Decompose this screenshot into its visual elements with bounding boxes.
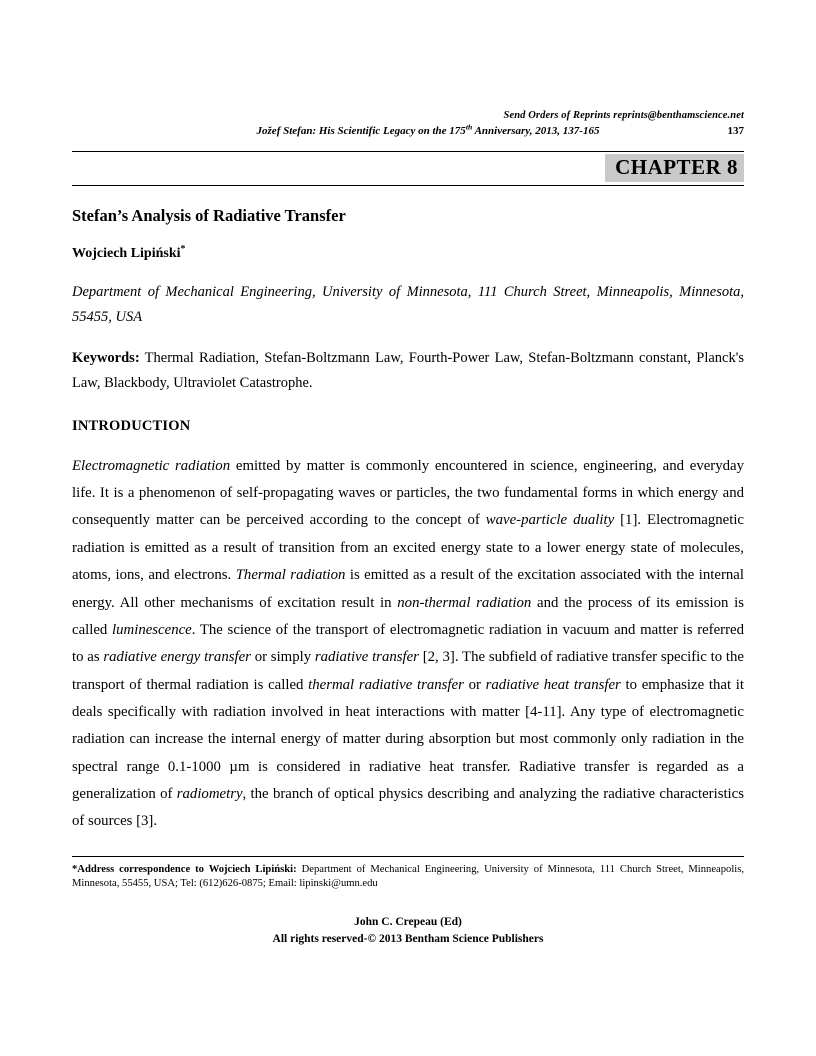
footnote-correspondence [72,863,744,892]
emphasised-term: non-thermal radiation [397,594,532,611]
emphasised-term: radiative heat transfer [485,676,621,693]
body-text-run: is emitted as a result of the excitation associated with the internal energy. All other mechanisms of excitation result in [72,567,744,611]
running-head-title [152,122,704,137]
page-number: 137 [727,125,744,137]
body-text-run: [2, 3]. The subfield of radiative transfer specific to the transport of thermal radiation is called [72,649,744,693]
emphasised-term: wave-particle duality [485,512,615,529]
reprints-notice: Send Orders of Reprints reprints@benthamscience.net [503,110,744,121]
imprint-rights: All rights reserved-© 2013 Bentham Science Publishers [272,933,544,946]
footnote-divider [72,856,744,857]
emphasised-term: Thermal radiation [235,567,346,584]
emphasised-term: thermal radiative transfer [308,676,464,693]
emphasised-term: Electromagnetic radiation [72,457,231,474]
emphasised-term: radiative transfer [314,649,419,666]
footnote-lead: *Address correspondence to Wojciech Lipiński: [72,863,297,875]
introduction-paragraph [72,453,744,836]
body-text-run: or [463,676,486,693]
running-head-title-superscript: th [465,122,473,132]
keywords-text: Thermal Radiation, Stefan-Boltzmann Law, Fourth-Power Law, Stefan-Boltzmann constant, Planck's Law, Blackbody, Ultraviolet Catastrophe. [72,349,744,391]
keywords-line [72,346,744,396]
running-head [72,122,744,137]
body-text-run: to emphasize that it deals specifically with radiation involved in heat interactions with matter [4-11]. Any type of electromagnetic radiation can increase the internal energy of matter during absorption but most commonly only radiation in the spectral range 0.1-1000 µm is considered in radiative heat transfer. Radiative transfer is regarded as a generalization of [72,676,744,803]
body-text-run: [1]. Electromagnetic radiation is emitted as a result of transition from an excited energy state to a lower energy state of molecules, atoms, ions, and electrons. [72,512,744,584]
emphasised-term: luminescence [112,621,192,638]
section-heading-introduction: INTRODUCTION [72,417,191,434]
keywords-label: Keywords: [72,349,140,366]
page-title: Stefan’s Analysis of Radiative Transfer [72,206,346,225]
chapter-banner [72,151,744,186]
body-text-run: and the process of its emission is called [72,594,744,638]
running-head-title-post: Anniversary, 2013, 137-165 [472,125,600,137]
body-text-run: , the branch of optical physics describing and analyzing the radiative characteristics of sources [3]. [72,786,744,830]
footnote-text: Department of Mechanical Engineering, University of Minnesota, 111 Church Street, Minneapolis, Minnesota, 55455, USA; Tel: (612)626-0875; Email: lipinski@umn.edu [72,863,745,890]
emphasised-term: radiometry [176,786,243,803]
author-name [72,243,744,262]
author-footnote-marker: * [180,243,186,255]
body-text-run: . The science of the transport of electromagnetic radiation in vacuum and matter is referred to as [72,621,744,666]
emphasised-term: radiative energy transfer [103,649,251,666]
body-text-run: emitted by matter is commonly encountered in science, engineering, and everyday life. It is a phenomenon of self-propagating waves or particles, the two fundamental forms in which energy and consequently matter can be perceived according to the concept of [72,457,744,529]
author-affiliation: Department of Mechanical Engineering, University of Minnesota, 111 Church Street, Minneapolis, Minnesota, 55455, USA [72,284,744,325]
running-head-title-pre: Jožef Stefan: His Scientific Legacy on the 175 [256,125,466,137]
author-name-text: Wojciech Lipiński [72,246,181,261]
imprint-editor: John C. Crepeau (Ed) [354,916,462,928]
imprint-block [72,914,744,949]
chapter-label: CHAPTER 8 [605,154,744,182]
body-text-run: or simply [250,649,315,666]
